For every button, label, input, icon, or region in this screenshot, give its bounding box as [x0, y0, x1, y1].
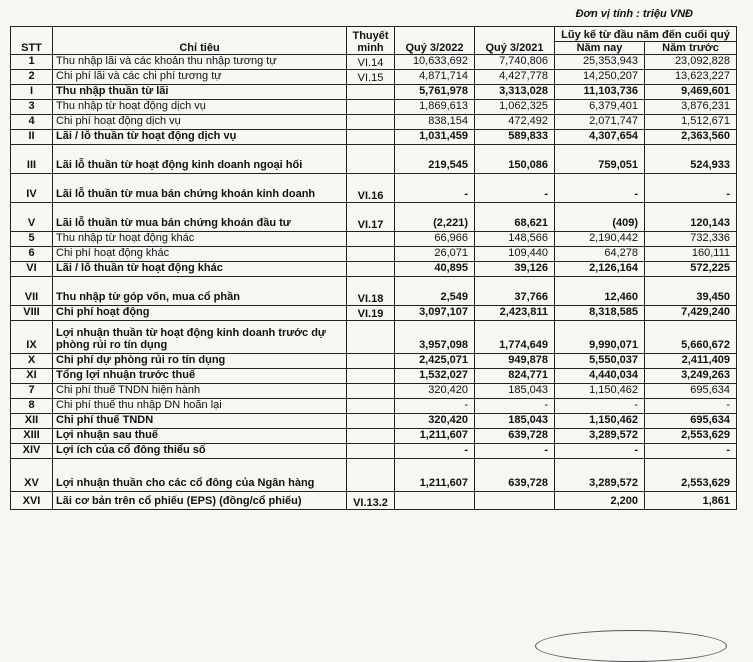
row-thuyet-minh: VI.17 — [347, 203, 395, 232]
row-thuyet-minh — [347, 232, 395, 247]
row-q3-2022: 3,097,107 — [395, 306, 475, 321]
row-q3-2022: (2,221) — [395, 203, 475, 232]
row-name: Thu nhập từ hoạt động khác — [53, 232, 347, 247]
row-nam-nay: 2,071,747 — [555, 115, 645, 130]
row-stt: VI — [11, 262, 53, 277]
row-thuyet-minh: VI.13.2 — [347, 492, 395, 510]
row-nam-nay: 9,990,071 — [555, 321, 645, 354]
table-row — [11, 247, 737, 262]
row-nam-truoc: 39,450 — [645, 277, 737, 306]
row-thuyet-minh — [347, 369, 395, 384]
row-nam-nay: - — [555, 174, 645, 203]
row-stt: 4 — [11, 115, 53, 130]
table-row — [11, 130, 737, 145]
row-name: Chi phí hoạt động dịch vụ — [53, 115, 347, 130]
row-q3-2022: 4,871,714 — [395, 70, 475, 85]
row-name: Chi phí dự phòng rủi ro tín dụng — [53, 354, 347, 369]
row-nam-nay: 6,379,401 — [555, 100, 645, 115]
table-row — [11, 70, 737, 85]
row-stt: 2 — [11, 70, 53, 85]
row-thuyet-minh — [347, 414, 395, 429]
row-nam-truoc: 695,634 — [645, 384, 737, 399]
row-nam-nay: 11,103,736 — [555, 85, 645, 100]
row-nam-nay: 12,460 — [555, 277, 645, 306]
table-row — [11, 369, 737, 384]
row-q3-2021: 3,313,028 — [475, 85, 555, 100]
row-stt: I — [11, 85, 53, 100]
row-name: Chi phí thuế TNDN hiện hành — [53, 384, 347, 399]
row-q3-2022: 2,425,071 — [395, 354, 475, 369]
row-thuyet-minh — [347, 85, 395, 100]
table-row — [11, 429, 737, 444]
table-row — [11, 100, 737, 115]
row-thuyet-minh: VI.15 — [347, 70, 395, 85]
row-q3-2021: 472,492 — [475, 115, 555, 130]
row-q3-2021: 148,566 — [475, 232, 555, 247]
row-q3-2022: 2,549 — [395, 277, 475, 306]
row-name: Lợi nhuận thuần từ hoạt động kinh doanh trước dự phòng rủi ro tín dụng — [53, 321, 347, 354]
row-nam-nay: 2,126,164 — [555, 262, 645, 277]
row-thuyet-minh — [347, 321, 395, 354]
row-nam-truoc: 120,143 — [645, 203, 737, 232]
row-thuyet-minh — [347, 444, 395, 459]
table-row — [11, 399, 737, 414]
row-nam-truoc: 524,933 — [645, 145, 737, 174]
row-q3-2021: 4,427,778 — [475, 70, 555, 85]
table-row — [11, 459, 737, 492]
row-nam-truoc: 9,469,601 — [645, 85, 737, 100]
table-row — [11, 115, 737, 130]
row-name: Lợi nhuận sau thuế — [53, 429, 347, 444]
row-q3-2021: 185,043 — [475, 414, 555, 429]
row-q3-2022 — [395, 492, 475, 510]
row-nam-nay: 8,318,585 — [555, 306, 645, 321]
stamp-edge — [535, 630, 727, 662]
table-row — [11, 203, 737, 232]
row-stt: IV — [11, 174, 53, 203]
row-name: Thu nhập thuần từ lãi — [53, 85, 347, 100]
row-stt: VIII — [11, 306, 53, 321]
row-q3-2021: 68,621 — [475, 203, 555, 232]
row-stt: 6 — [11, 247, 53, 262]
row-q3-2022: 40,895 — [395, 262, 475, 277]
row-nam-nay: - — [555, 444, 645, 459]
row-q3-2022: - — [395, 444, 475, 459]
row-nam-nay: 3,289,572 — [555, 459, 645, 492]
row-q3-2021: 7,740,806 — [475, 55, 555, 70]
row-q3-2022: 1,211,607 — [395, 459, 475, 492]
row-nam-truoc: - — [645, 174, 737, 203]
col-header-q3-2021: Quý 3/2021 — [475, 27, 555, 55]
row-nam-truoc: - — [645, 444, 737, 459]
row-nam-nay: 4,307,654 — [555, 130, 645, 145]
table-row — [11, 444, 737, 459]
row-q3-2021: - — [475, 444, 555, 459]
row-name: Chi phí hoạt động — [53, 306, 347, 321]
row-nam-truoc: - — [645, 399, 737, 414]
row-stt: XVI — [11, 492, 53, 510]
row-q3-2021: 185,043 — [475, 384, 555, 399]
table-row — [11, 262, 737, 277]
row-stt: XI — [11, 369, 53, 384]
row-nam-nay: 3,289,572 — [555, 429, 645, 444]
row-thuyet-minh — [347, 115, 395, 130]
table-row — [11, 174, 737, 203]
row-nam-truoc: 13,623,227 — [645, 70, 737, 85]
row-q3-2021: - — [475, 174, 555, 203]
row-nam-nay: 5,550,037 — [555, 354, 645, 369]
col-header-nam-truoc: Năm trước — [645, 42, 737, 55]
row-thuyet-minh — [347, 459, 395, 492]
row-nam-truoc: 3,876,231 — [645, 100, 737, 115]
row-nam-nay: 759,051 — [555, 145, 645, 174]
row-thuyet-minh — [347, 100, 395, 115]
row-q3-2022: 320,420 — [395, 414, 475, 429]
row-name: Lãi lỗ thuần từ mua bán chứng khoán đầu tư — [53, 203, 347, 232]
row-name: Lãi lỗ thuần từ hoạt động kinh doanh ngoại hối — [53, 145, 347, 174]
row-name: Lãi / lỗ thuần từ hoạt động dịch vụ — [53, 130, 347, 145]
row-name: Chi phí thuế thu nhập DN hoãn lại — [53, 399, 347, 414]
table-row — [11, 55, 737, 70]
table-row — [11, 232, 737, 247]
row-name: Lợi nhuận thuần cho các cổ đông của Ngân hàng — [53, 459, 347, 492]
row-q3-2022: 66,966 — [395, 232, 475, 247]
row-nam-truoc: 1,512,671 — [645, 115, 737, 130]
row-nam-truoc: 2,363,560 — [645, 130, 737, 145]
row-nam-nay: 1,150,462 — [555, 414, 645, 429]
row-q3-2022: 838,154 — [395, 115, 475, 130]
row-thuyet-minh: VI.14 — [347, 55, 395, 70]
row-nam-truoc: 2,553,629 — [645, 429, 737, 444]
row-q3-2021: 824,771 — [475, 369, 555, 384]
row-nam-nay: (409) — [555, 203, 645, 232]
row-q3-2022: - — [395, 399, 475, 414]
row-stt: XIII — [11, 429, 53, 444]
row-q3-2022: 1,869,613 — [395, 100, 475, 115]
row-q3-2022: 1,031,459 — [395, 130, 475, 145]
row-stt: XV — [11, 459, 53, 492]
row-name: Chi phí thuế TNDN — [53, 414, 347, 429]
row-thuyet-minh — [347, 384, 395, 399]
row-nam-nay: 25,353,943 — [555, 55, 645, 70]
row-nam-nay: 1,150,462 — [555, 384, 645, 399]
row-nam-truoc: 3,249,263 — [645, 369, 737, 384]
table-row — [11, 354, 737, 369]
row-stt: XIV — [11, 444, 53, 459]
row-nam-truoc: 5,660,672 — [645, 321, 737, 354]
row-stt: 5 — [11, 232, 53, 247]
row-thuyet-minh — [347, 262, 395, 277]
row-thuyet-minh — [347, 145, 395, 174]
col-header-luy-ke: Lũy kế từ đầu năm đến cuối quý — [555, 27, 737, 42]
row-nam-truoc: 2,553,629 — [645, 459, 737, 492]
table-row — [11, 321, 737, 354]
col-header-chi-tieu: Chỉ tiêu — [53, 27, 347, 55]
row-nam-truoc: 7,429,240 — [645, 306, 737, 321]
row-thuyet-minh — [347, 247, 395, 262]
row-thuyet-minh — [347, 130, 395, 145]
table-row — [11, 492, 737, 510]
row-q3-2021: 1,062,325 — [475, 100, 555, 115]
row-nam-truoc: 160,111 — [645, 247, 737, 262]
row-name: Thu nhập từ góp vốn, mua cổ phần — [53, 277, 347, 306]
row-nam-truoc: 1,861 — [645, 492, 737, 510]
row-q3-2022: 1,532,027 — [395, 369, 475, 384]
row-thuyet-minh: VI.19 — [347, 306, 395, 321]
row-q3-2021: 589,833 — [475, 130, 555, 145]
row-q3-2021: 2,423,811 — [475, 306, 555, 321]
row-q3-2021: 1,774,649 — [475, 321, 555, 354]
row-stt: XII — [11, 414, 53, 429]
row-stt: 8 — [11, 399, 53, 414]
row-stt: III — [11, 145, 53, 174]
row-nam-truoc: 732,336 — [645, 232, 737, 247]
row-q3-2021: 639,728 — [475, 459, 555, 492]
row-q3-2022: 5,761,978 — [395, 85, 475, 100]
row-stt: II — [11, 130, 53, 145]
row-nam-truoc: 695,634 — [645, 414, 737, 429]
table-row — [11, 277, 737, 306]
table-row — [11, 384, 737, 399]
row-nam-truoc: 2,411,409 — [645, 354, 737, 369]
row-thuyet-minh: VI.16 — [347, 174, 395, 203]
income-statement-table — [10, 26, 737, 510]
row-name: Lãi lỗ thuần từ mua bán chứng khoán kinh doanh — [53, 174, 347, 203]
row-q3-2021: 639,728 — [475, 429, 555, 444]
row-name: Lợi ích của cổ đông thiểu số — [53, 444, 347, 459]
table-row — [11, 306, 737, 321]
row-stt: 3 — [11, 100, 53, 115]
row-thuyet-minh — [347, 429, 395, 444]
row-q3-2022: 1,211,607 — [395, 429, 475, 444]
col-header-q3-2022: Quý 3/2022 — [395, 27, 475, 55]
row-name: Lãi / lỗ thuần từ hoạt động khác — [53, 262, 347, 277]
row-stt: X — [11, 354, 53, 369]
row-nam-truoc: 23,092,828 — [645, 55, 737, 70]
row-q3-2021: 150,086 — [475, 145, 555, 174]
row-thuyet-minh: VI.18 — [347, 277, 395, 306]
row-nam-nay: 2,190,442 — [555, 232, 645, 247]
row-stt: VII — [11, 277, 53, 306]
row-nam-nay: 2,200 — [555, 492, 645, 510]
table-row — [11, 414, 737, 429]
row-q3-2021: 949,878 — [475, 354, 555, 369]
row-q3-2022: 320,420 — [395, 384, 475, 399]
row-nam-truoc: 572,225 — [645, 262, 737, 277]
row-name: Thu nhập từ hoạt động dịch vụ — [53, 100, 347, 115]
row-nam-nay: 64,278 — [555, 247, 645, 262]
row-q3-2021: 39,126 — [475, 262, 555, 277]
row-q3-2022: - — [395, 174, 475, 203]
row-q3-2022: 26,071 — [395, 247, 475, 262]
row-q3-2022: 10,633,692 — [395, 55, 475, 70]
row-q3-2022: 3,957,098 — [395, 321, 475, 354]
col-header-stt: STT — [11, 27, 53, 55]
row-q3-2021: - — [475, 399, 555, 414]
row-thuyet-minh — [347, 399, 395, 414]
row-q3-2021: 37,766 — [475, 277, 555, 306]
row-name: Chi phí lãi và các chi phí tương tự — [53, 70, 347, 85]
row-thuyet-minh — [347, 354, 395, 369]
table-row — [11, 145, 737, 174]
row-name: Chi phí hoạt động khác — [53, 247, 347, 262]
row-stt: V — [11, 203, 53, 232]
row-nam-nay: 4,440,034 — [555, 369, 645, 384]
row-q3-2021 — [475, 492, 555, 510]
col-header-thuyet-minh: Thuyết minh — [347, 27, 395, 55]
row-stt: IX — [11, 321, 53, 354]
row-name: Lãi cơ bản trên cổ phiếu (EPS) (đồng/cổ phiếu) — [53, 492, 347, 510]
row-name: Thu nhập lãi và các khoản thu nhập tương tự — [53, 55, 347, 70]
row-q3-2022: 219,545 — [395, 145, 475, 174]
row-name: Tổng lợi nhuận trước thuế — [53, 369, 347, 384]
col-header-nam-nay: Năm nay — [555, 42, 645, 55]
table-row — [11, 85, 737, 100]
row-nam-nay: - — [555, 399, 645, 414]
row-nam-nay: 14,250,207 — [555, 70, 645, 85]
row-q3-2021: 109,440 — [475, 247, 555, 262]
unit-note: Đơn vị tính : triệu VNĐ — [575, 8, 693, 20]
row-stt: 1 — [11, 55, 53, 70]
row-stt: 7 — [11, 384, 53, 399]
